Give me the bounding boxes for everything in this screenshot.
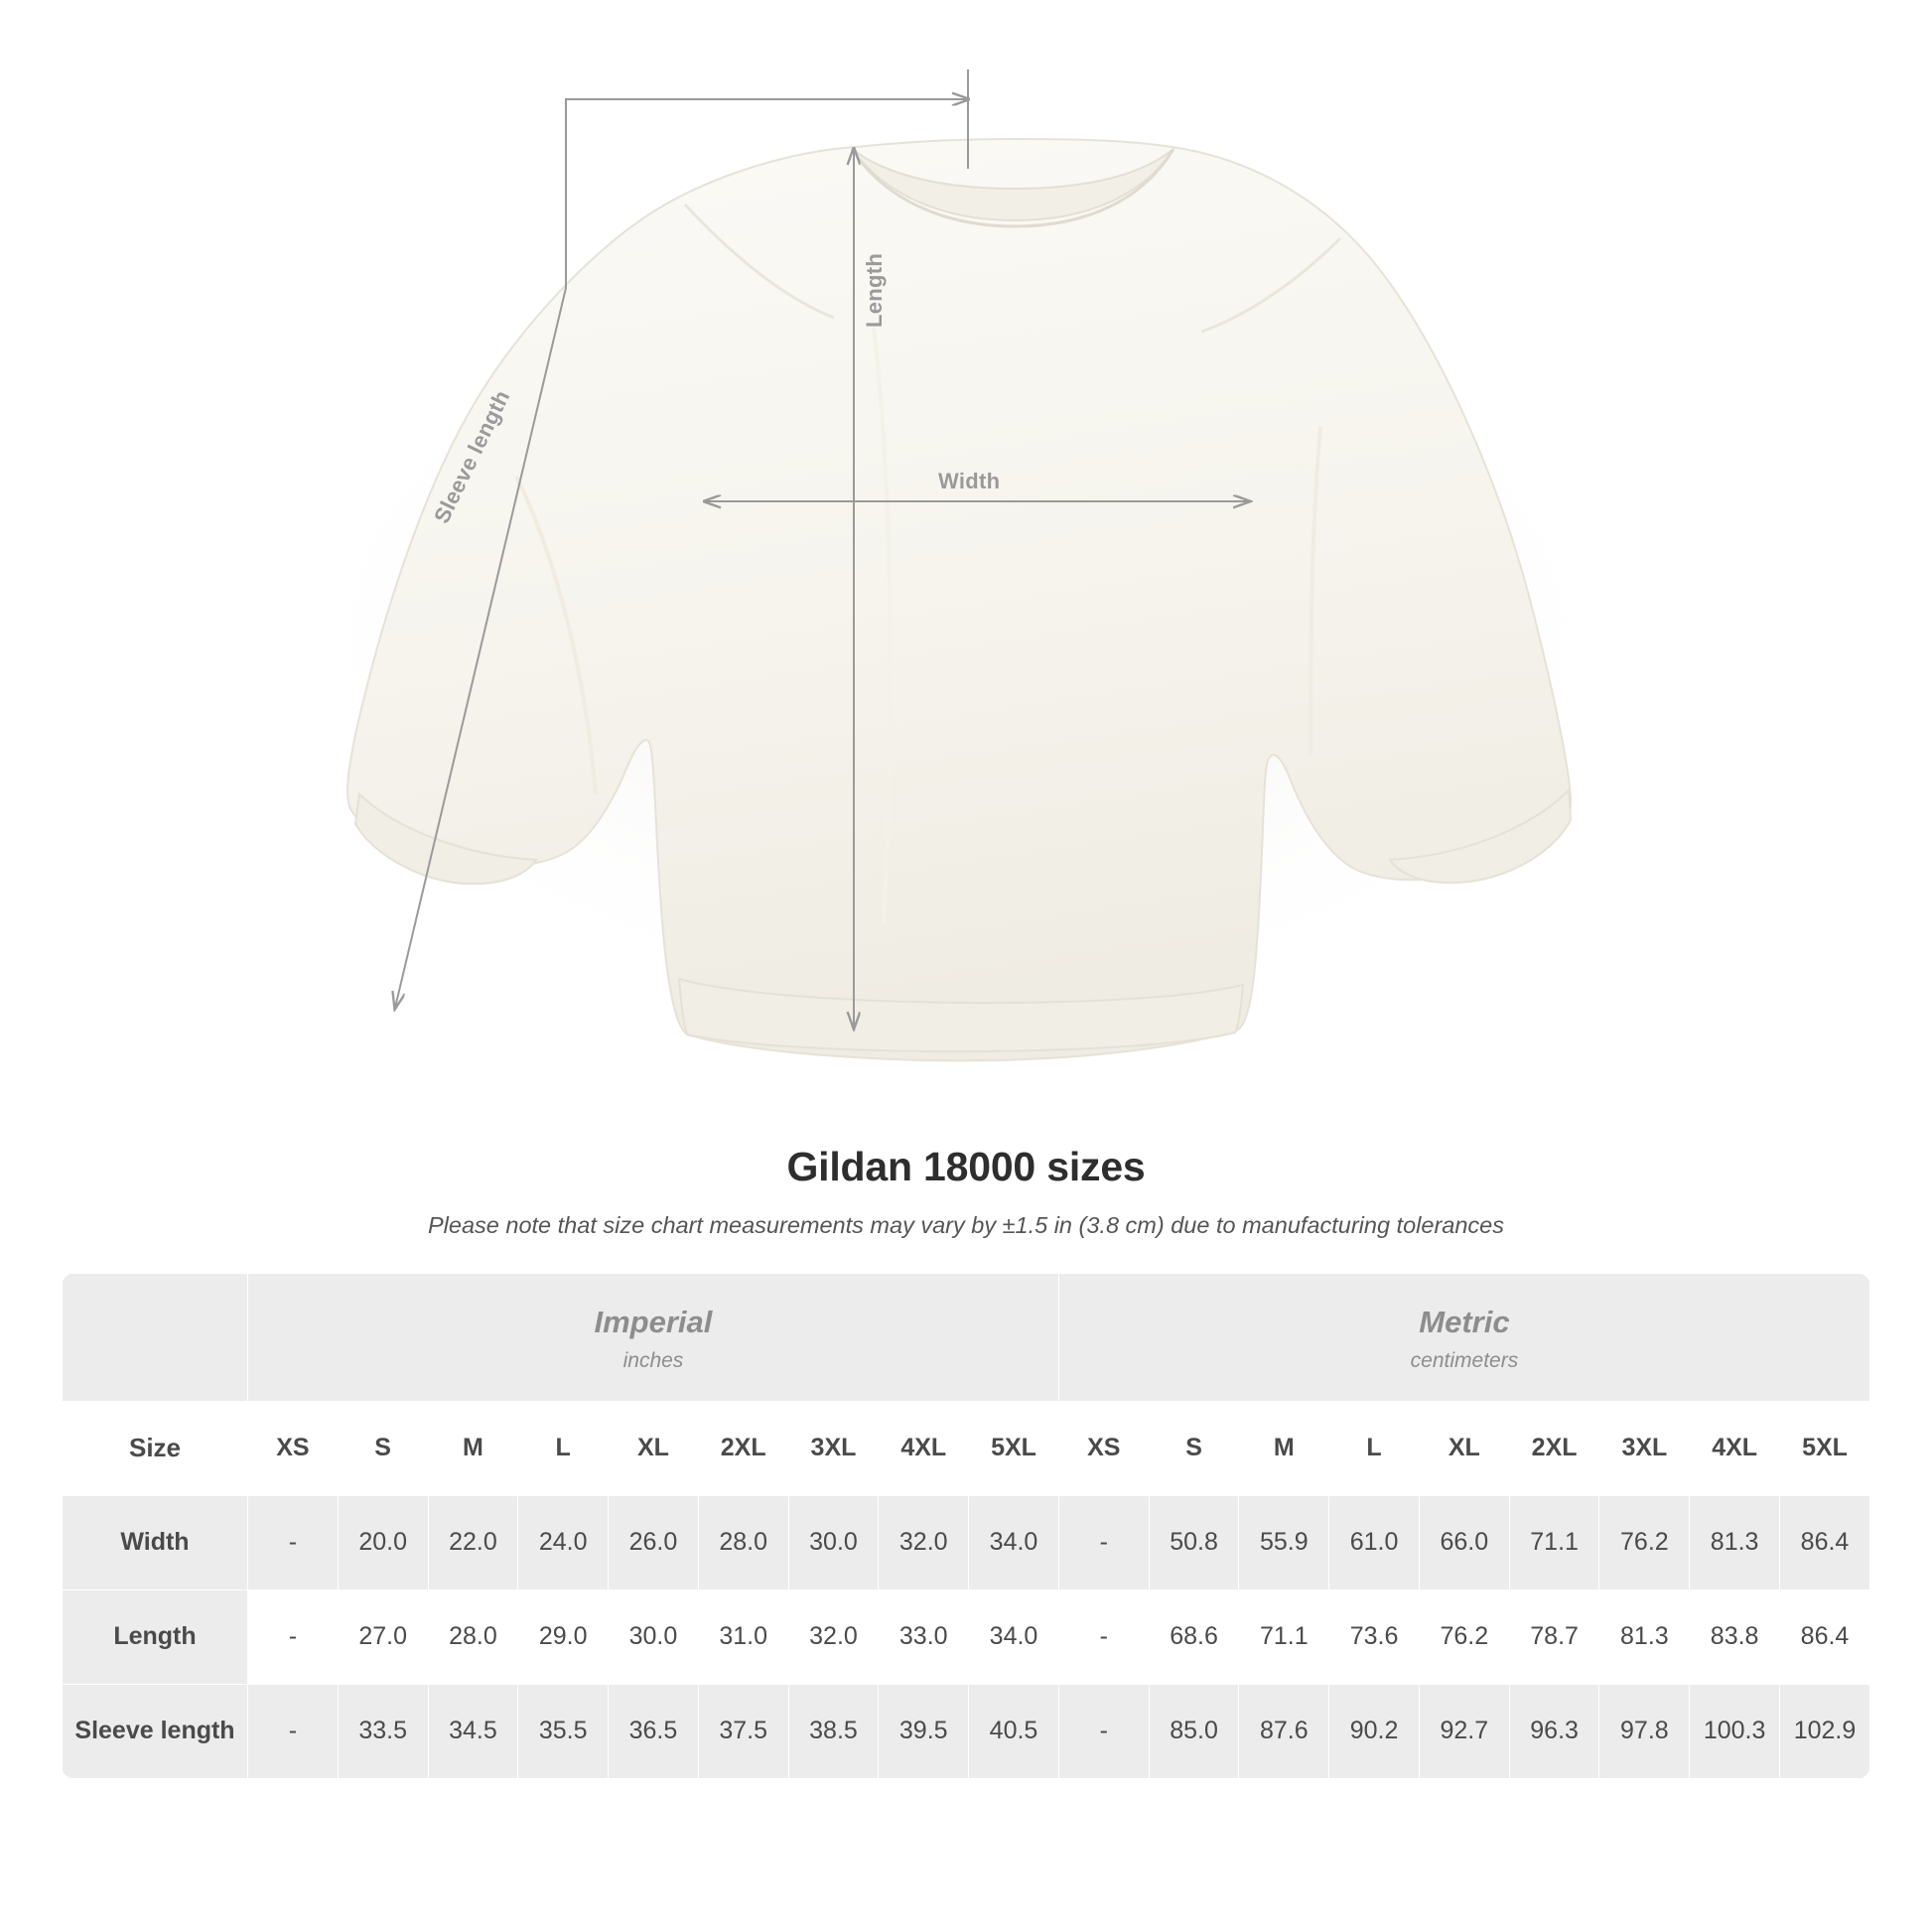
cell-length-imp-1: 27.0 [338, 1589, 428, 1684]
cell-width-met-2: 55.9 [1239, 1495, 1329, 1589]
size-col-met-3: L [1329, 1401, 1420, 1495]
cell-length-imp-5: 31.0 [698, 1589, 788, 1684]
size-col-met-8: 5XL [1780, 1401, 1870, 1495]
size-col-imp-0: XS [248, 1401, 339, 1495]
tolerance-note: Please note that size chart measurements may vary by ±1.5 in (3.8 cm) due to manufacturing tolerances [428, 1212, 1504, 1238]
cell-width-met-3: 61.0 [1329, 1495, 1420, 1589]
cell-length-imp-4: 30.0 [609, 1589, 699, 1684]
cell-width-imp-8: 34.0 [969, 1495, 1059, 1589]
size-col-imp-1: S [338, 1401, 428, 1495]
size-col-imp-6: 3XL [788, 1401, 879, 1495]
cell-sleeve-imp-6: 38.5 [788, 1684, 879, 1778]
size-col-imp-8: 5XL [969, 1401, 1059, 1495]
cell-sleeve-met-8: 102.9 [1780, 1684, 1870, 1778]
cell-width-imp-7: 32.0 [879, 1495, 969, 1589]
size-col-met-2: M [1239, 1401, 1329, 1495]
cell-width-met-1: 50.8 [1149, 1495, 1239, 1589]
cell-width-imp-2: 22.0 [428, 1495, 518, 1589]
cell-sleeve-met-6: 97.8 [1599, 1684, 1690, 1778]
metric-sub: centimeters [1410, 1348, 1519, 1372]
size-col-met-0: XS [1058, 1401, 1149, 1495]
width-label: Width [938, 469, 1001, 493]
cell-width-imp-1: 20.0 [338, 1495, 428, 1589]
cell-sleeve-imp-3: 35.5 [518, 1684, 609, 1778]
cell-sleeve-imp-0: - [248, 1684, 339, 1778]
row-label-sleeve-length: Sleeve length [63, 1684, 248, 1778]
size-col-met-1: S [1149, 1401, 1239, 1495]
cell-length-imp-7: 33.0 [879, 1589, 969, 1684]
row-label-width: Width [63, 1495, 248, 1589]
size-col-imp-5: 2XL [698, 1401, 788, 1495]
cell-sleeve-met-5: 96.3 [1509, 1684, 1599, 1778]
cell-width-met-0: - [1058, 1495, 1149, 1589]
cell-sleeve-imp-4: 36.5 [609, 1684, 699, 1778]
size-col-imp-7: 4XL [879, 1401, 969, 1495]
cell-sleeve-imp-8: 40.5 [969, 1684, 1059, 1778]
cell-length-imp-3: 29.0 [518, 1589, 609, 1684]
imperial-name: Imperial [594, 1305, 713, 1339]
cell-width-met-7: 81.3 [1690, 1495, 1780, 1589]
cell-length-imp-2: 28.0 [428, 1589, 518, 1684]
cell-length-met-3: 73.6 [1329, 1589, 1420, 1684]
cell-width-imp-0: - [248, 1495, 339, 1589]
imperial-sub: inches [622, 1348, 684, 1372]
metric-header [1058, 1274, 1869, 1402]
cell-sleeve-met-0: - [1058, 1684, 1149, 1778]
cell-length-imp-0: - [248, 1589, 339, 1684]
cell-length-met-5: 78.7 [1509, 1589, 1599, 1684]
table-row [63, 1684, 1870, 1778]
length-label: Length [862, 252, 887, 328]
size-col-imp-3: L [518, 1401, 609, 1495]
row-label-length: Length [63, 1589, 248, 1684]
unit-header-spacer [63, 1274, 248, 1402]
cell-sleeve-met-2: 87.6 [1239, 1684, 1329, 1778]
size-col-imp-4: XL [609, 1401, 699, 1495]
cell-length-met-8: 86.4 [1780, 1589, 1870, 1684]
cell-length-imp-8: 34.0 [969, 1589, 1059, 1684]
unit-header-row [63, 1274, 1870, 1402]
size-col-met-6: 3XL [1599, 1401, 1690, 1495]
table-row [63, 1589, 1870, 1684]
imperial-header [248, 1274, 1059, 1402]
table-row [63, 1495, 1870, 1589]
size-col-met-5: 2XL [1509, 1401, 1599, 1495]
cell-sleeve-imp-1: 33.5 [338, 1684, 428, 1778]
cell-sleeve-met-7: 100.3 [1690, 1684, 1780, 1778]
cell-sleeve-met-3: 90.2 [1329, 1684, 1420, 1778]
size-col-met-4: XL [1419, 1401, 1509, 1495]
page-title: Gildan 18000 sizes [786, 1144, 1146, 1189]
cell-sleeve-imp-5: 37.5 [698, 1684, 788, 1778]
cell-length-met-1: 68.6 [1149, 1589, 1239, 1684]
sleeve-length-label: Sleeve length [429, 386, 515, 527]
cell-sleeve-imp-7: 39.5 [879, 1684, 969, 1778]
size-col-met-7: 4XL [1690, 1401, 1780, 1495]
cell-width-imp-4: 26.0 [609, 1495, 699, 1589]
size-header-cell: Size [63, 1401, 248, 1495]
cell-width-imp-5: 28.0 [698, 1495, 788, 1589]
cell-length-met-7: 83.8 [1690, 1589, 1780, 1684]
cell-sleeve-imp-2: 34.5 [428, 1684, 518, 1778]
cell-length-met-6: 81.3 [1599, 1589, 1690, 1684]
cell-width-imp-6: 30.0 [788, 1495, 879, 1589]
cell-length-imp-6: 32.0 [788, 1589, 879, 1684]
size-table-wrapper [62, 1273, 1870, 1779]
metric-name: Metric [1419, 1305, 1510, 1339]
cell-sleeve-met-4: 92.7 [1419, 1684, 1509, 1778]
cell-width-met-4: 66.0 [1419, 1495, 1509, 1589]
cell-width-met-6: 76.2 [1599, 1495, 1690, 1589]
title-block [0, 1144, 1932, 1239]
cell-sleeve-met-1: 85.0 [1149, 1684, 1239, 1778]
size-table [62, 1273, 1870, 1779]
cell-width-met-5: 71.1 [1509, 1495, 1599, 1589]
cell-length-met-0: - [1058, 1589, 1149, 1684]
size-header-row [63, 1401, 1870, 1495]
cell-length-met-4: 76.2 [1419, 1589, 1509, 1684]
cell-width-met-8: 86.4 [1780, 1495, 1870, 1589]
cell-length-met-2: 71.1 [1239, 1589, 1329, 1684]
cell-width-imp-3: 24.0 [518, 1495, 609, 1589]
size-col-imp-2: M [428, 1401, 518, 1495]
